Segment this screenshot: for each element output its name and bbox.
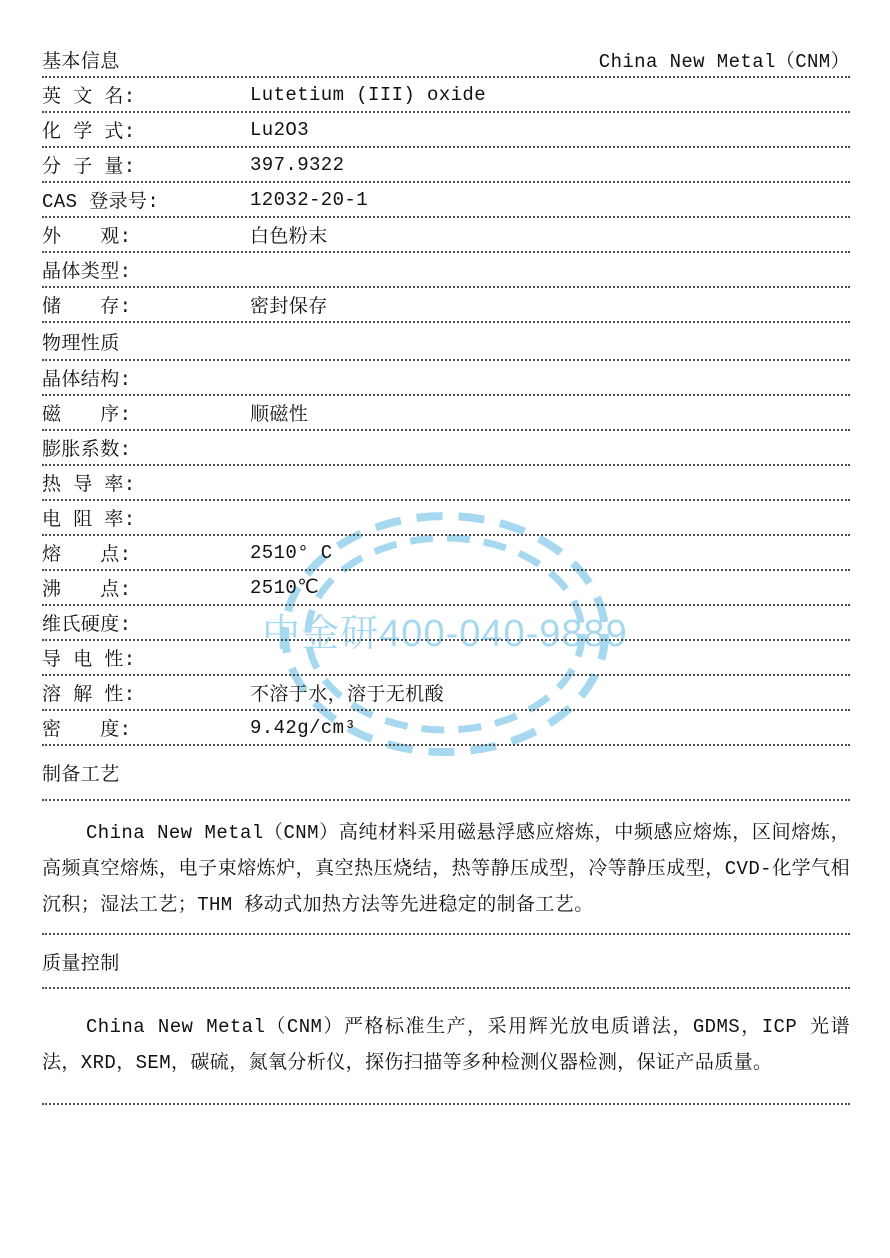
field-value: Lu2O3	[250, 118, 310, 141]
field-row-molecular-weight	[42, 148, 850, 183]
field-row-melting-point	[42, 536, 850, 571]
section-label: 制备工艺	[42, 764, 120, 786]
section-title-quality-control	[42, 935, 850, 989]
field-row-expansion-coefficient	[42, 431, 850, 466]
field-label: 密 度:	[42, 719, 132, 741]
section-label: 质量控制	[42, 952, 120, 975]
field-label: 外 观:	[42, 226, 132, 248]
watermark-text: 中金研400-040-9889	[262, 613, 628, 655]
field-label: 热 导 率:	[42, 474, 136, 496]
field-label: 电 阻 率:	[42, 509, 136, 531]
field-row-vickers-hardness	[42, 606, 850, 641]
field-label: 沸 点:	[42, 579, 132, 601]
brand-name: China New Metal（CNM）	[598, 50, 850, 73]
field-label: 导 电 性:	[42, 649, 136, 671]
field-label: 晶体类型:	[42, 261, 132, 283]
field-value: 密封保存	[250, 296, 328, 318]
field-value: 397.9322	[250, 153, 345, 176]
field-value: 12032-20-1	[250, 188, 369, 211]
field-label: 化 学 式:	[42, 121, 136, 143]
field-label: 溶 解 性:	[42, 684, 136, 706]
field-value: 2510℃	[250, 577, 319, 599]
field-label: 膨胀系数:	[42, 439, 132, 461]
field-label: 分 子 量:	[42, 156, 136, 178]
field-row-crystal-type	[42, 253, 850, 288]
section-label: 物理性质	[42, 332, 120, 355]
field-row-solubility	[42, 676, 850, 711]
field-label: 储 存:	[42, 296, 132, 318]
quality-control-paragraph: China New Metal（CNM）严格标准生产，采用辉光放电质谱法，GDMS，ICP 光谱法，XRD，SEM，碳硫，氮氧分析仪，探伤扫描等多种检测仪器检测，保证产品质量。	[42, 989, 850, 1105]
field-value: 不溶于水，溶于无机酸	[250, 684, 445, 706]
field-label: 磁 序:	[42, 404, 132, 426]
field-value: 白色粉末	[250, 226, 328, 248]
field-row-thermal-conductivity	[42, 466, 850, 501]
field-row-resistivity	[42, 501, 850, 536]
field-value: 顺磁性	[250, 404, 309, 426]
field-value: Lutetium (III) oxide	[250, 83, 487, 106]
field-value: 2510° C	[250, 541, 333, 564]
section-title-basic-info: 基本信息	[42, 50, 120, 73]
field-row-boiling-point	[42, 571, 850, 606]
field-label: 维氏硬度:	[42, 614, 132, 636]
field-label: 英 文 名:	[42, 86, 136, 108]
field-row-electrical-conductivity	[42, 641, 850, 676]
section-title-preparation-process	[42, 746, 850, 801]
field-label: CAS 登录号:	[42, 191, 160, 213]
field-row-cas-number	[42, 183, 850, 218]
field-value: 9.42g/cm³	[250, 716, 357, 739]
field-row-appearance	[42, 218, 850, 253]
document-header	[42, 42, 850, 78]
field-label: 晶体结构:	[42, 369, 132, 391]
field-row-density	[42, 711, 850, 746]
field-row-english-name	[42, 78, 850, 113]
field-row-chemical-formula	[42, 113, 850, 148]
field-row-storage	[42, 288, 850, 323]
field-row-magnetic-order	[42, 396, 850, 431]
field-row-crystal-structure	[42, 361, 850, 396]
document-content	[42, 42, 850, 1105]
preparation-paragraph: China New Metal（CNM）高纯材料采用磁悬浮感应熔炼，中频感应熔炼，区间熔炼，高频真空熔炼，电子束熔炼炉，真空热压烧结，热等静压成型，冷等静压成型，CVD-化学气相沉积；湿法工艺；THM 移动式加热方法等先进稳定的制备工艺。	[42, 801, 850, 935]
field-label: 熔 点:	[42, 544, 132, 566]
section-title-physical-properties	[42, 323, 850, 361]
